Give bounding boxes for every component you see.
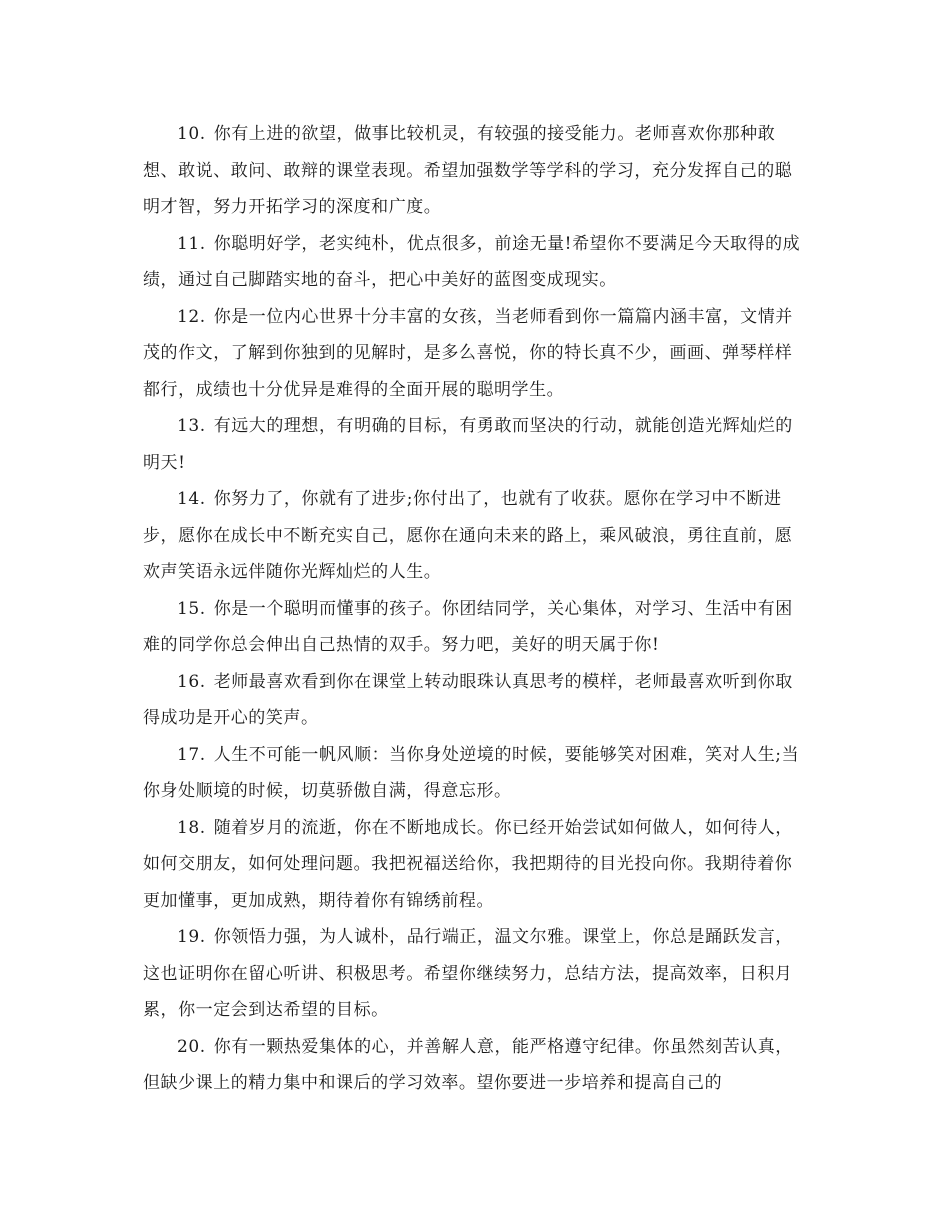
paragraph-text: 老师最喜欢看到你在课堂上转动眼珠认真思考的模样，老师最喜欢听到你取得成功是开心的笑声。 <box>143 671 793 728</box>
paragraph-11 <box>143 226 807 299</box>
paragraph-number: 18. <box>177 817 206 838</box>
paragraph-number: 16. <box>177 671 206 692</box>
paragraph-19 <box>143 919 807 1029</box>
paragraph-text: 你领悟力强，为人诚朴，品行端正，温文尔雅。课堂上，你总是踊跃发言，这也证明你在留心听讲、积极思考。希望你继续努力，总结方法，提高效率，日积月累，你一定会到达希望的目标。 <box>143 927 793 1020</box>
paragraph-number: 19. <box>177 927 206 947</box>
document-page <box>143 116 807 1102</box>
paragraph-number: 12. <box>177 306 206 327</box>
paragraph-text: 你有一颗热爱集体的心，并善解人意，能严格遵守纪律。你虽然刻苦认真，但缺少课上的精力集中和课后的学习效率。望你要进一步培养和提高自己的 <box>143 1036 793 1093</box>
paragraph-14 <box>143 481 807 591</box>
paragraph-number: 13. <box>177 416 206 436</box>
paragraph-15 <box>143 591 807 664</box>
paragraph-text: 随着岁月的流逝，你在不断地成长。你已经开始尝试如何做人，如何待人，如何交朋友，如何处理问题。我把祝福送给你，我把期待的目光投向你。我期待着你更加懂事，更加成熟，期待着你有锦绣前程。 <box>143 817 793 911</box>
paragraph-text: 有远大的理想，有明确的目标，有勇敢而坚决的行动，就能创造光辉灿烂的明天! <box>143 416 793 473</box>
paragraph-text: 你聪明好学，老实纯朴，优点很多，前途无量!希望你不要满足今天取得的成绩，通过自己脚踏实地的奋斗，把心中美好的蓝图变成现实。 <box>143 233 801 290</box>
paragraph-10 <box>143 116 807 226</box>
paragraph-20 <box>143 1029 807 1102</box>
paragraph-12 <box>143 299 807 409</box>
paragraph-number: 14. <box>177 489 206 509</box>
paragraph-number: 10. <box>177 124 206 144</box>
paragraph-number: 20. <box>177 1036 206 1057</box>
paragraph-text: 你有上进的欲望，做事比较机灵，有较强的接受能力。老师喜欢你那种敢想、敢说、敢问、敢辩的课堂表现。希望加强数学等学科的学习，充分发挥自己的聪明才智，努力开拓学习的深度和广度。 <box>143 124 793 217</box>
paragraph-number: 15. <box>177 598 206 619</box>
paragraph-text: 人生不可能一帆风顺：当你身处逆境的时候，要能够笑对困难，笑对人生;当你身处顺境的时候，切莫骄傲自满，得意忘形。 <box>143 744 800 801</box>
paragraph-number: 11. <box>177 233 206 254</box>
paragraph-17 <box>143 737 807 810</box>
paragraph-text: 你是一个聪明而懂事的孩子。你团结同学，关心集体，对学习、生活中有困难的同学你总会伸出自己热情的双手。努力吧，美好的明天属于你! <box>143 598 793 655</box>
paragraph-number: 17. <box>177 744 206 765</box>
paragraph-16 <box>143 664 807 737</box>
paragraph-text: 你努力了，你就有了进步;你付出了，也就有了收获。愿你在学习中不断进步，愿你在成长中不断充实自己，愿你在通向未来的路上，乘风破浪，勇往直前，愿欢声笑语永远伴随你光辉灿烂的人生。 <box>143 489 793 582</box>
paragraph-13 <box>143 408 807 481</box>
paragraph-18 <box>143 810 807 920</box>
paragraph-text: 你是一位内心世界十分丰富的女孩，当老师看到你一篇篇内涵丰富，文情并茂的作文，了解到你独到的见解时，是多么喜悦，你的特长真不少，画画、弹琴样样都行，成绩也十分优异是难得的全面开展的聪明学生。 <box>143 306 793 400</box>
